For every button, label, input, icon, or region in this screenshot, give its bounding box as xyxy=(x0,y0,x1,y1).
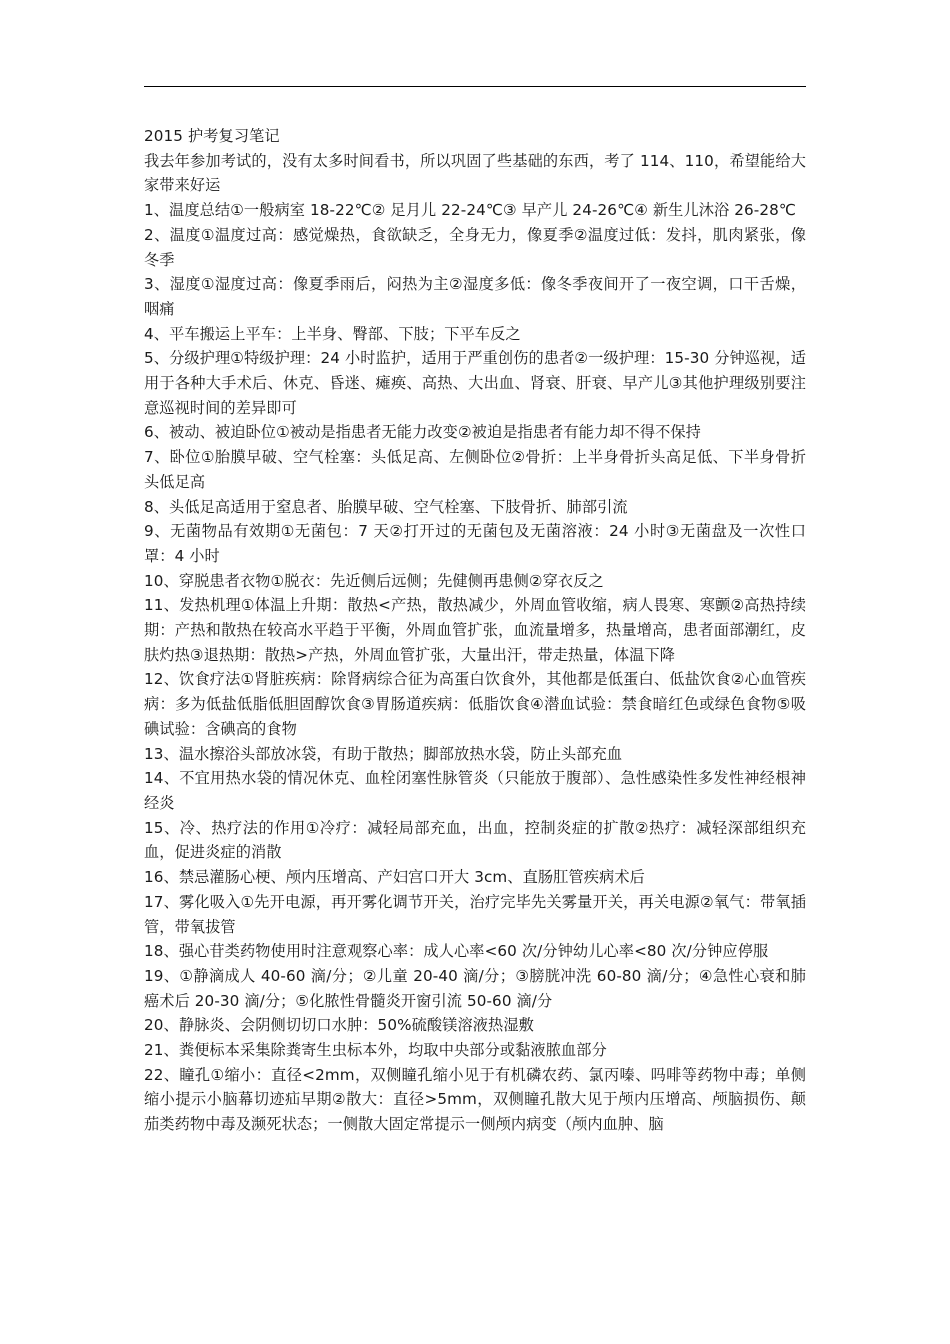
intro-paragraph: 我去年参加考试的，没有太多时间看书，所以巩固了些基础的东西，考了 114、110，希望能给大家带来好运 xyxy=(144,151,806,195)
note-item: 22、瞳孔①缩小：直径<2mm，双侧瞳孔缩小见于有机磷农药、氯丙嗪、吗啡等药物中毒；单侧缩小提示小脑幕切迹疝早期②散大：直径>5mm，双侧瞳孔散大见于颅内压增高、颅脑损伤、颠茄类药物中毒及濒死状态；一侧散大固定常提示一侧颅内病变（颅内血肿、脑 xyxy=(144,1065,806,1134)
note-item: 12、饮食疗法①肾脏疾病：除肾病综合征为高蛋白饮食外，其他都是低蛋白、低盐饮食②心血管疾病：多为低盐低脂低胆固醇饮食③胃肠道疾病：低脂饮食④潜血试验：禁食暗红色或绿色食物⑤吸碘试验：含碘高的食物 xyxy=(144,670,806,738)
header-rule xyxy=(144,86,806,87)
note-item: 11、发热机理①体温上升期：散热<产热，散热减少，外周血管收缩，病人畏寒、寒颤②高热持续期：产热和散热在较高水平趋于平衡，外周血管扩张，血流量增多，热量增高，患者面部潮红，皮肤灼热③退热期：散热>产热，外周血管扩张，大量出汗，带走热量，体温下降 xyxy=(144,596,806,664)
note-item: 20、静脉炎、会阴侧切切口水肿：50%硫酸镁溶液热湿敷 xyxy=(144,1016,534,1035)
note-item: 2、温度①温度过高：感觉燥热，食欲缺乏，全身无力，像夏季②温度过低：发抖，肌肉紧张，像冬季 xyxy=(144,225,806,269)
note-item: 18、强心苷类药物使用时注意观察心率：成人心率<60 次/分钟幼儿心率<80 次/分钟应停服 xyxy=(144,942,769,961)
note-item: 6、被动、被迫卧位①被动是指患者无能力改变②被迫是指患者有能力却不得不保持 xyxy=(144,423,701,442)
note-item: 4、平车搬运上平车：上半身、臀部、下肢；下平车反之 xyxy=(144,324,521,343)
note-item: 8、头低足高适用于窒息者、胎膜早破、空气栓塞、下肢骨折、肺部引流 xyxy=(144,497,628,516)
note-item: 3、湿度①湿度过高：像夏季雨后，闷热为主②湿度多低：像冬季夜间开了一夜空调，口干舌燥，咽痛 xyxy=(144,275,806,318)
document-title: 2015 护考复习笔记 xyxy=(144,127,280,145)
document-body xyxy=(144,124,806,1137)
note-item: 17、雾化吸入①先开电源，再开雾化调节开关，治疗完毕先关雾量开关，再关电源②氧气：带氧插管，带氧拔管 xyxy=(144,892,806,936)
note-item: 21、粪便标本采集除粪寄生虫标本外，均取中央部分或黏液脓血部分 xyxy=(144,1041,607,1060)
note-item: 5、分级护理①特级护理：24 小时监护，适用于严重创伤的患者②一级护理：15-30 分钟巡视，适用于各种大手术后、休克、昏迷、瘫痪、高热、大出血、肾衰、肝衰、早产儿③其他护理级别要注意巡视时间的差异即可 xyxy=(144,349,806,417)
note-item: 1、温度总结①一般病室 18-22℃② 足月儿 22-24℃③ 早产儿 24-26℃④ 新生儿沐浴 26-28℃ xyxy=(144,201,797,220)
note-item: 14、不宜用热水袋的情况休克、血栓闭塞性脉管炎（只能放于腹部）、急性感染性多发性神经根神经炎 xyxy=(144,769,806,812)
note-item: 7、卧位①胎膜早破、空气栓塞：头低足高、左侧卧位②骨折：上半身骨折头高足低、下半身骨折头低足高 xyxy=(144,448,806,491)
note-item: 10、穿脱患者衣物①脱衣：先近侧后远侧；先健侧再患侧②穿衣反之 xyxy=(144,571,604,590)
note-item: 9、无菌物品有效期①无菌包：7 天②打开过的无菌包及无菌溶液：24 小时③无菌盘及一次性口罩：4 小时 xyxy=(144,522,806,565)
note-item: 15、冷、热疗法的作用①冷疗：减轻局部充血，出血，控制炎症的扩散②热疗：减轻深部组织充血，促进炎症的消散 xyxy=(144,818,806,862)
note-item: 13、温水擦浴头部放冰袋，有助于散热；脚部放热水袋，防止头部充血 xyxy=(144,744,623,763)
note-item: 19、①静滴成人 40-60 滴/分；②儿童 20-40 滴/分；③膀胱冲洗 60-80 滴/分；④急性心衰和肺癌术后 20-30 滴/分；⑤化脓性骨髓炎开窗引流 50-60 滴/分 xyxy=(144,966,806,1010)
note-item: 16、禁忌灌肠心梗、颅内压增高、产妇宫口开大 3cm、直肠肛管疾病术后 xyxy=(144,868,645,887)
